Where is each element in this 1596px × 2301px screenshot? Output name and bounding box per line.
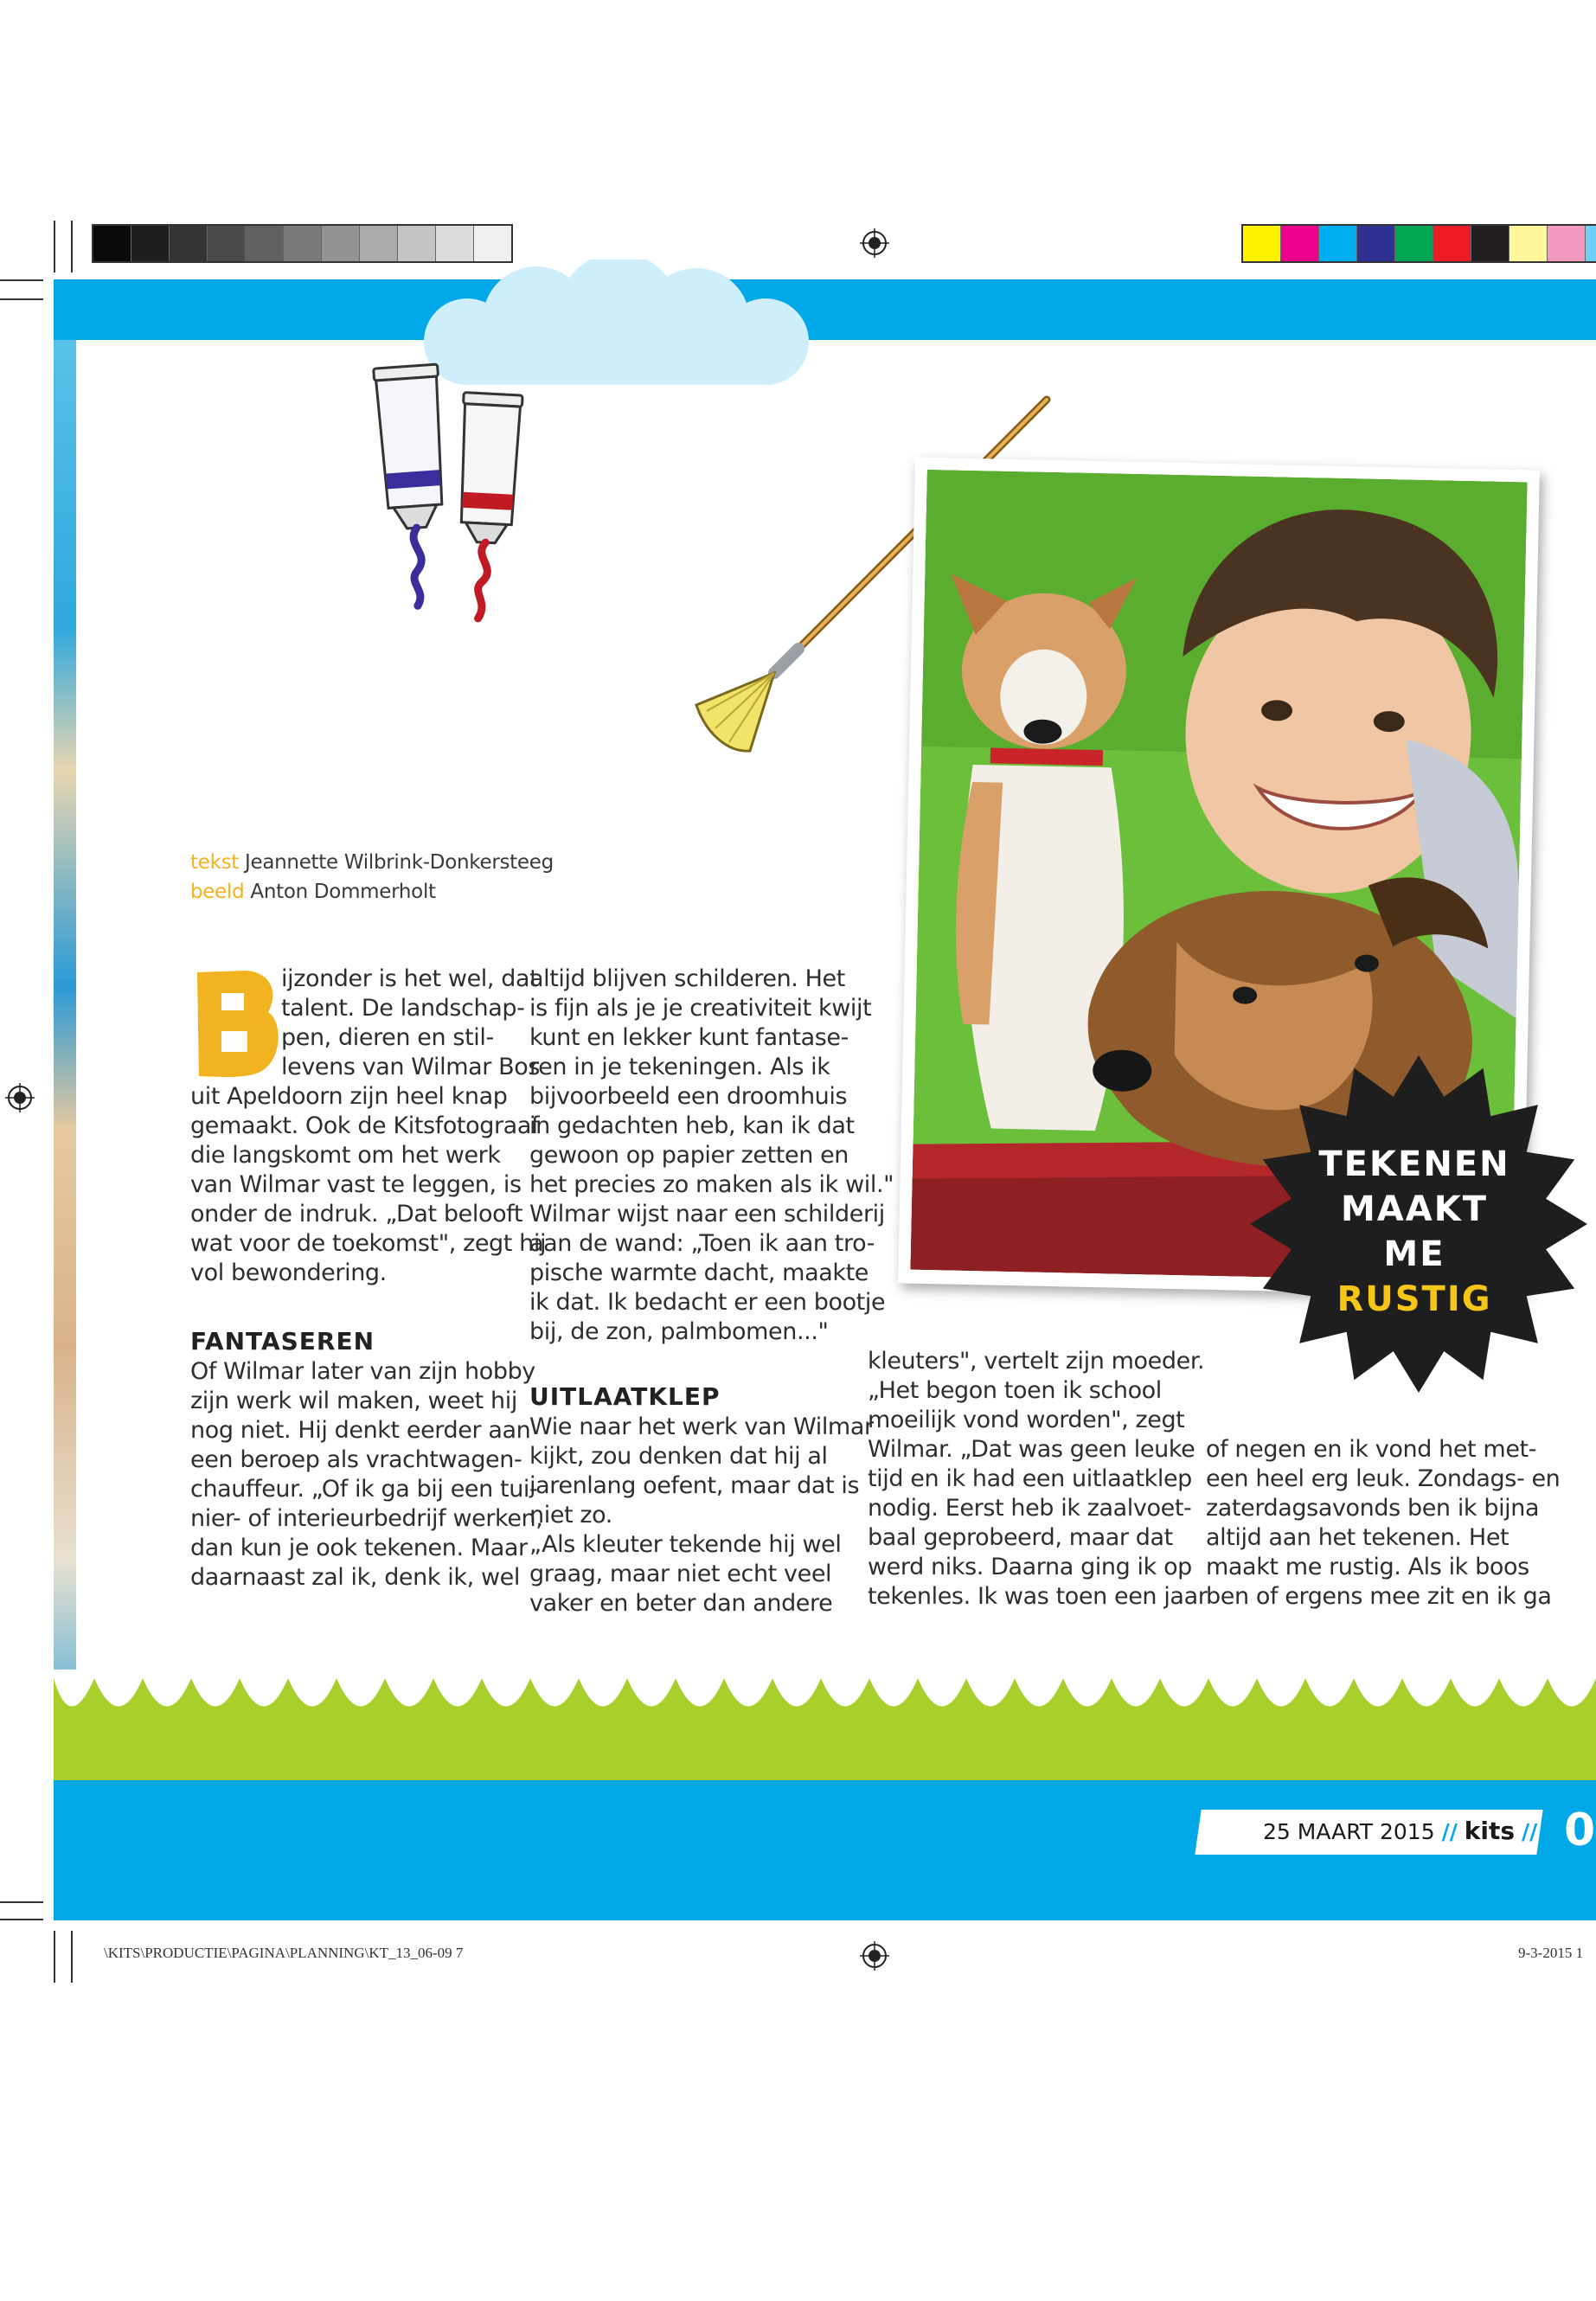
- credit-label-text: tekst: [190, 851, 239, 874]
- text-line: van Wilmar vast te leggen, is: [190, 1171, 522, 1198]
- text-line: tijd en ik had een uitlaatklep: [868, 1465, 1192, 1492]
- text-line: gemaakt. Ook de Kitsfotograaf: [190, 1112, 540, 1139]
- slug-date: 9-3-2015 1: [1518, 1945, 1584, 1961]
- text-line: het precies zo maken als ik wil.": [529, 1171, 894, 1198]
- grayscale-color-bar: [92, 224, 513, 263]
- article-column-4: [1206, 1435, 1561, 1612]
- text-line: levens van Wilmar Bos: [281, 1054, 541, 1080]
- text-line: altijd blijven schilderen. Het: [529, 965, 845, 992]
- text-line: pen, dieren en stil-: [281, 1024, 494, 1051]
- paragraph: [529, 1413, 874, 1618]
- text-line: pische warmte dacht, maakte: [529, 1259, 869, 1286]
- crop-mark: [0, 1919, 43, 1920]
- paragraph: [1206, 1435, 1561, 1612]
- text-line: ben of ergens mee zit en ik ga: [1206, 1583, 1552, 1610]
- text-line: Of Wilmar later van zijn hobby: [190, 1358, 535, 1385]
- scalloped-edge: [54, 1670, 1596, 1739]
- text-line: een beroep als vrachtwagen-: [190, 1446, 522, 1473]
- text-line: Wilmar wijst naar een schilderij: [529, 1201, 885, 1227]
- quote-line: TEKENEN: [1318, 1144, 1510, 1184]
- text-line: tekenles. Ik was toen een jaar: [868, 1583, 1208, 1610]
- quote-line: MAAKT: [1341, 1189, 1488, 1229]
- credit-label-image: beeld: [190, 881, 245, 903]
- text-line: Wie naar het werk van Wilmar: [529, 1413, 874, 1440]
- text-line: ren in je tekeningen. Als ik: [529, 1054, 830, 1080]
- paragraph: [868, 1347, 1208, 1612]
- text-line: niet zo.: [529, 1502, 612, 1529]
- text-line: kunt en lekker kunt fantase-: [529, 1024, 849, 1051]
- slug-path: \KITS\PRODUCTIE\PAGINA\PLANNING\KT_13_06-09 7: [104, 1945, 464, 1961]
- text-line: vaker en beter dan andere: [529, 1590, 833, 1617]
- text-line: vol bewondering.: [190, 1259, 387, 1286]
- text-line: kijkt, zou denken dat hij al: [529, 1443, 828, 1470]
- text-line: een heel erg leuk. Zondags- en: [1206, 1465, 1561, 1492]
- subheading-uitlaatklep: UITLAATKLEP: [529, 1382, 721, 1411]
- footer-folio: [1263, 1817, 1537, 1845]
- subheading-fantaseren: FANTASEREN: [190, 1327, 375, 1356]
- text-line: werd niks. Daarna ging ik op: [868, 1554, 1192, 1580]
- text-line: talent. De landschap-: [281, 995, 525, 1022]
- text-line: moeilijk vond worden", zegt: [868, 1407, 1185, 1433]
- crop-mark: [54, 221, 55, 272]
- text-line: die langskomt om het werk: [190, 1142, 501, 1169]
- cmyk-color-bar: [1241, 224, 1596, 263]
- text-line: dan kun je ook tekenen. Maar: [190, 1535, 528, 1561]
- text-line: bijvoorbeeld een droomhuis: [529, 1083, 848, 1110]
- text-line: graag, maar niet echt veel: [529, 1561, 832, 1587]
- text-line: kleuters", vertelt zijn moeder.: [868, 1348, 1205, 1375]
- text-line: is fijn als je je creativiteit kwijt: [529, 995, 872, 1022]
- crop-mark: [71, 1931, 73, 1983]
- registration-mark-icon: [860, 1941, 889, 1971]
- text-line: zijn werk wil maken, weet hij: [190, 1388, 517, 1414]
- paragraph: [190, 1357, 543, 1593]
- quote-line-highlight: RUSTIG: [1336, 1279, 1492, 1319]
- crop-mark: [71, 221, 73, 272]
- text-line: altijd aan het tekenen. Het: [1206, 1524, 1509, 1551]
- page-number: 0: [1564, 1804, 1596, 1856]
- text-line: ik dat. Ik bedacht er een bootje: [529, 1289, 886, 1316]
- article-credits: [190, 848, 554, 907]
- brand-name: kits: [1464, 1817, 1516, 1845]
- text-line: jarenlang oefent, maar dat is: [529, 1472, 860, 1499]
- crop-mark: [0, 1901, 43, 1903]
- text-line: maakt me rustig. Als ik boos: [1206, 1554, 1529, 1580]
- quote-line: ME: [1383, 1234, 1445, 1274]
- text-line: chauffeur. „Of ik ga bij een tui-: [190, 1476, 538, 1503]
- registration-mark-icon: [860, 228, 889, 258]
- intro-paragraph: [190, 965, 547, 1288]
- text-line: uit Apeldoorn zijn heel knap: [190, 1083, 508, 1110]
- text-line: wat voor de toekomst", zegt hij: [190, 1230, 547, 1257]
- article-column-1: [190, 965, 547, 1593]
- paragraph: [529, 965, 894, 1347]
- text-line: baal geprobeerd, maar dat: [868, 1524, 1173, 1551]
- text-line: nog niet. Hij denkt eerder aan: [190, 1417, 531, 1444]
- article-column-3: [868, 1347, 1208, 1612]
- crop-mark: [0, 279, 43, 281]
- left-page-edge-image: [54, 340, 76, 1776]
- text-line: in gedachten heb, kan ik dat: [529, 1112, 855, 1139]
- text-line: nier- of interieurbedrijf werken,: [190, 1505, 543, 1532]
- article-column-2: [529, 965, 894, 1618]
- paint-tubes-icon: [363, 359, 536, 627]
- text-line: onder de indruk. „Dat belooft: [190, 1201, 523, 1227]
- separator: //: [1441, 1819, 1458, 1844]
- credit-author: Jeannette Wilbrink-Donkersteeg: [245, 851, 554, 874]
- text-line: bij, de zon, palmbomen...": [529, 1318, 829, 1345]
- text-line: Wilmar. „Dat was geen leuke: [868, 1436, 1195, 1463]
- dropcap-letter: B: [192, 967, 193, 968]
- separator: //: [1522, 1819, 1538, 1844]
- text-line: nodig. Eerst heb ik zaalvoet-: [868, 1495, 1192, 1522]
- text-line: ijzonder is het wel, dat: [281, 965, 539, 992]
- starburst-quote: [1302, 1142, 1527, 1322]
- text-line: daarnaast zal ik, denk ik, wel: [190, 1564, 520, 1591]
- issue-date: 25 MAART 2015: [1263, 1819, 1435, 1844]
- crop-mark: [0, 298, 43, 300]
- text-line: aan de wand: „Toen ik aan tro-: [529, 1230, 875, 1257]
- text-line: „Als kleuter tekende hij wel: [529, 1531, 842, 1558]
- text-line: of negen en ik vond het met-: [1206, 1436, 1537, 1463]
- text-line: gewoon op papier zetten en: [529, 1142, 849, 1169]
- credit-photographer: Anton Dommerholt: [250, 881, 436, 903]
- crop-mark: [54, 1931, 55, 1983]
- text-line: zaterdagsavonds ben ik bijna: [1206, 1495, 1540, 1522]
- registration-mark-icon: [5, 1083, 35, 1112]
- text-line: „Het begon toen ik school: [868, 1377, 1162, 1404]
